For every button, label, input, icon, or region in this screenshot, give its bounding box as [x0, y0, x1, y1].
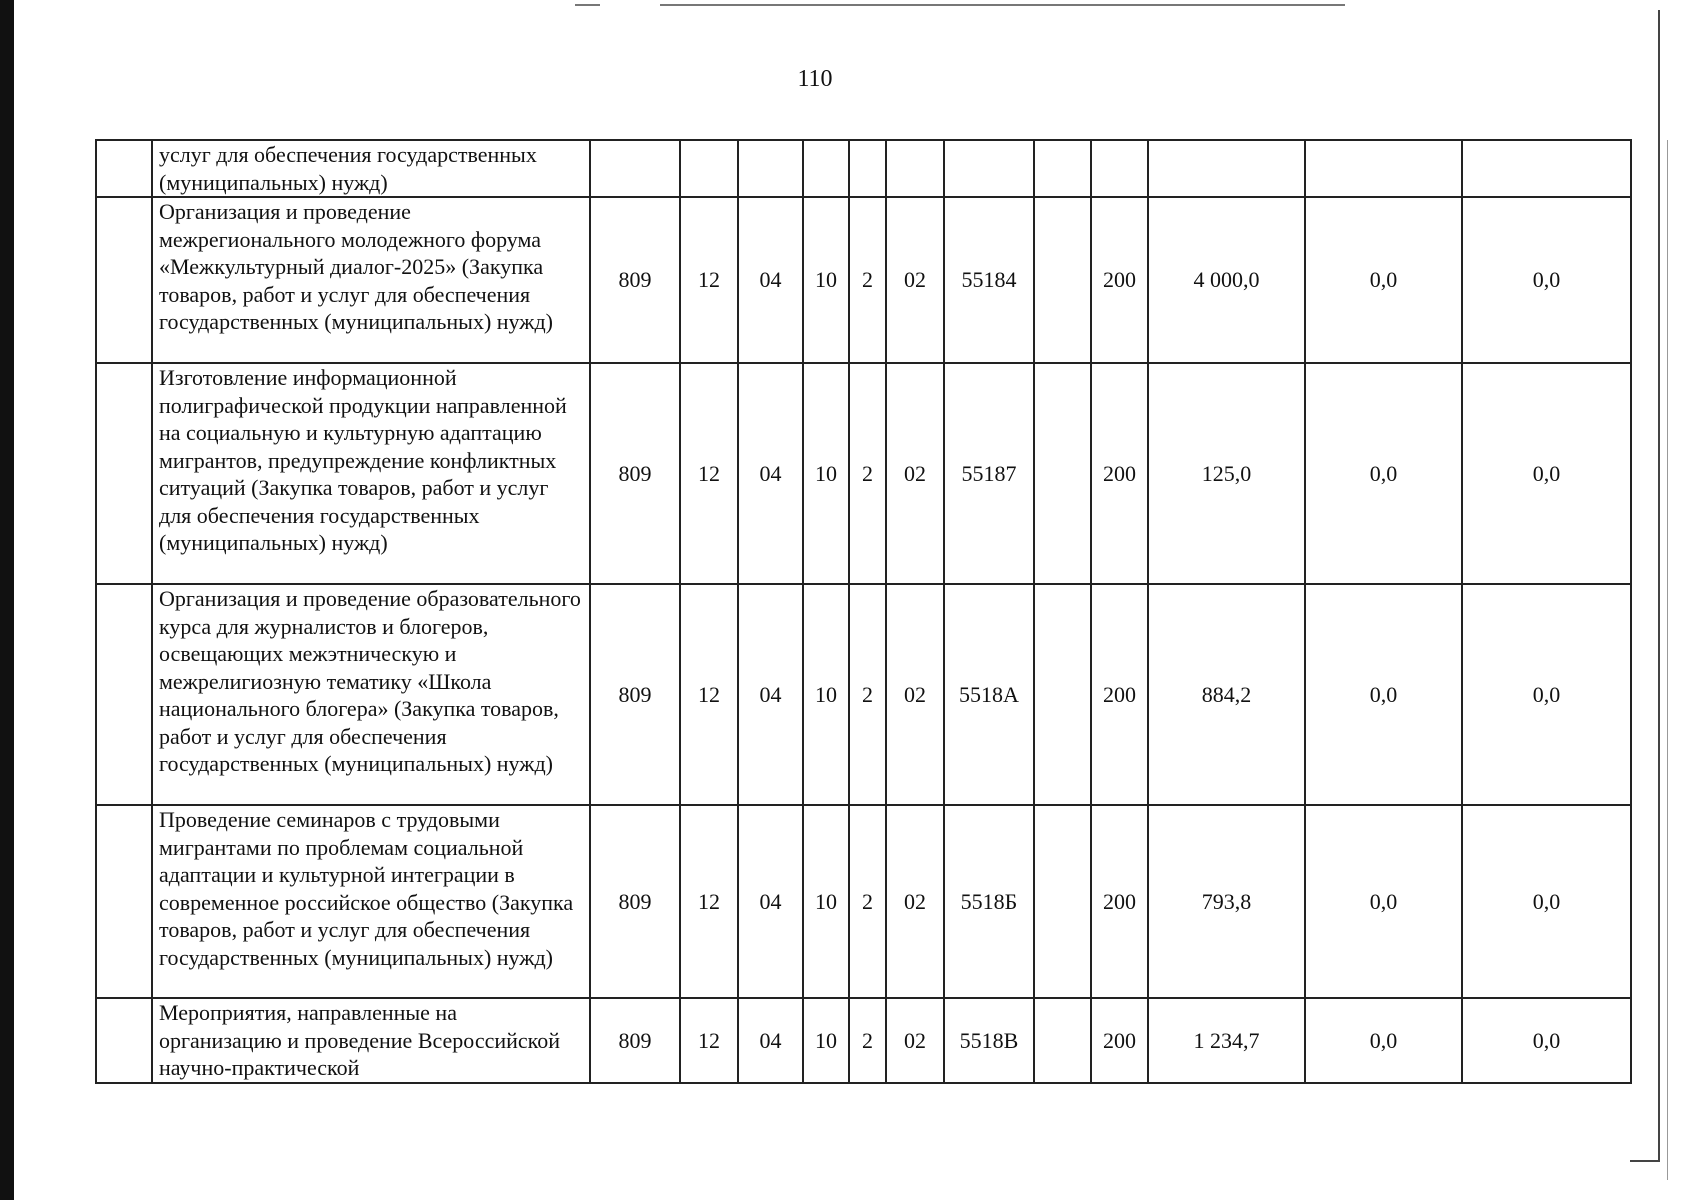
cell-section: 12: [680, 805, 738, 998]
cell-subprogram: 2: [849, 998, 886, 1083]
row-index-cell: [96, 140, 152, 197]
cell-amount-1: 1 234,7: [1148, 998, 1305, 1083]
cell-subprogram: 2: [849, 197, 886, 363]
cell-main-event: [886, 140, 944, 197]
cell-subprogram: 2: [849, 584, 886, 805]
cell-expense-type: [1091, 140, 1148, 197]
cell-program: 10: [803, 998, 849, 1083]
cell-main-event: 02: [886, 363, 944, 584]
budget-table: [95, 139, 1632, 1084]
cell-blank: [1034, 363, 1091, 584]
scan-right-edge-secondary: [1667, 140, 1668, 1180]
cell-blank: [1034, 140, 1091, 197]
cell-program: 10: [803, 584, 849, 805]
cell-amount-2: 0,0: [1305, 363, 1462, 584]
cell-expense-type: 200: [1091, 998, 1148, 1083]
cell-direction: 55187: [944, 363, 1034, 584]
cell-ministry-code: 809: [590, 363, 680, 584]
cell-amount-1: 884,2: [1148, 584, 1305, 805]
cell-section: [680, 140, 738, 197]
cell-amount-1: 4 000,0: [1148, 197, 1305, 363]
cell-expense-type: 200: [1091, 363, 1148, 584]
cell-main-event: 02: [886, 197, 944, 363]
cell-direction: 55184: [944, 197, 1034, 363]
cell-section: 12: [680, 584, 738, 805]
cell-section: 12: [680, 998, 738, 1083]
cell-main-event: 02: [886, 998, 944, 1083]
cell-direction: [944, 140, 1034, 197]
cell-program: 10: [803, 363, 849, 584]
cell-subsection: 04: [738, 584, 803, 805]
cell-amount-3: 0,0: [1462, 805, 1631, 998]
cell-subprogram: 2: [849, 363, 886, 584]
cell-subprogram: 2: [849, 805, 886, 998]
cell-amount-2: [1305, 140, 1462, 197]
cell-subprogram: [849, 140, 886, 197]
cell-amount-3: 0,0: [1462, 584, 1631, 805]
cell-amount-2: 0,0: [1305, 998, 1462, 1083]
row-index-cell: [96, 363, 152, 584]
cell-expense-type: 200: [1091, 584, 1148, 805]
cell-ministry-code: 809: [590, 805, 680, 998]
row-description: Организация и проведение межрегионального молодежного форума «Межкультурный диалог-2025» (Закупка товаров, работ и услуг для обеспечения государственных (муниципальных) нужд): [152, 197, 590, 363]
cell-amount-1: 793,8: [1148, 805, 1305, 998]
cell-ministry-code: 809: [590, 197, 680, 363]
cell-blank: [1034, 805, 1091, 998]
scan-top-edge-gap: [600, 4, 660, 6]
cell-expense-type: 200: [1091, 805, 1148, 998]
cell-amount-3: 0,0: [1462, 197, 1631, 363]
cell-subsection: 04: [738, 363, 803, 584]
scan-left-edge: [0, 0, 14, 1200]
row-index-cell: [96, 998, 152, 1083]
table-row: [96, 363, 1631, 584]
cell-ministry-code: 809: [590, 584, 680, 805]
cell-amount-3: 0,0: [1462, 363, 1631, 584]
cell-blank: [1034, 197, 1091, 363]
cell-program: 10: [803, 805, 849, 998]
row-index-cell: [96, 805, 152, 998]
cell-expense-type: 200: [1091, 197, 1148, 363]
cell-amount-2: 0,0: [1305, 197, 1462, 363]
cell-program: [803, 140, 849, 197]
row-description: Изготовление информационной полиграфической продукции направленной на социальную и культурную адаптацию мигрантов, предупреждение конфликтных ситуаций (Закупка товаров, работ и услуг для обеспечения государственных (муниципальных) нужд): [152, 363, 590, 584]
cell-amount-3: 0,0: [1462, 998, 1631, 1083]
cell-blank: [1034, 998, 1091, 1083]
page-number: 110: [797, 66, 833, 92]
cell-amount-1: [1148, 140, 1305, 197]
cell-main-event: 02: [886, 584, 944, 805]
cell-amount-1: 125,0: [1148, 363, 1305, 584]
row-index-cell: [96, 197, 152, 363]
cell-amount-2: 0,0: [1305, 584, 1462, 805]
scan-top-edge: [575, 4, 1345, 6]
cell-program: 10: [803, 197, 849, 363]
row-description: Организация и проведение образовательного курса для журналистов и блогеров, освещающих межэтническую и межрелигиозную тематику «Школа национального блогера» (Закупка товаров, работ и услуг для обеспечения государственных (муниципальных) нужд): [152, 584, 590, 805]
cell-direction: 5518Б: [944, 805, 1034, 998]
cell-blank: [1034, 584, 1091, 805]
row-index-cell: [96, 584, 152, 805]
cell-subsection: [738, 140, 803, 197]
cell-subsection: 04: [738, 998, 803, 1083]
cell-amount-2: 0,0: [1305, 805, 1462, 998]
table-row: [96, 805, 1631, 998]
table-row: [96, 140, 1631, 197]
table-row: [96, 197, 1631, 363]
cell-section: 12: [680, 363, 738, 584]
cell-direction: 5518А: [944, 584, 1034, 805]
scan-right-edge-cap: [1630, 1160, 1660, 1162]
cell-section: 12: [680, 197, 738, 363]
scan-right-edge: [1658, 10, 1660, 1160]
cell-main-event: 02: [886, 805, 944, 998]
row-description: Проведение семинаров с трудовыми мигрантами по проблемам социальной адаптации и культурной интеграции в современное российское общество (Закупка товаров, работ и услуг для обеспечения государственных (муниципальных) нужд): [152, 805, 590, 998]
row-description: Мероприятия, направленные на организацию и проведение Всероссийской научно-практической: [152, 998, 590, 1083]
cell-amount-3: [1462, 140, 1631, 197]
cell-ministry-code: 809: [590, 998, 680, 1083]
table-row: [96, 998, 1631, 1083]
cell-direction: 5518В: [944, 998, 1034, 1083]
cell-subsection: 04: [738, 805, 803, 998]
cell-ministry-code: [590, 140, 680, 197]
table-row: [96, 584, 1631, 805]
row-description: услуг для обеспечения государственных (муниципальных) нужд): [152, 140, 590, 197]
cell-subsection: 04: [738, 197, 803, 363]
